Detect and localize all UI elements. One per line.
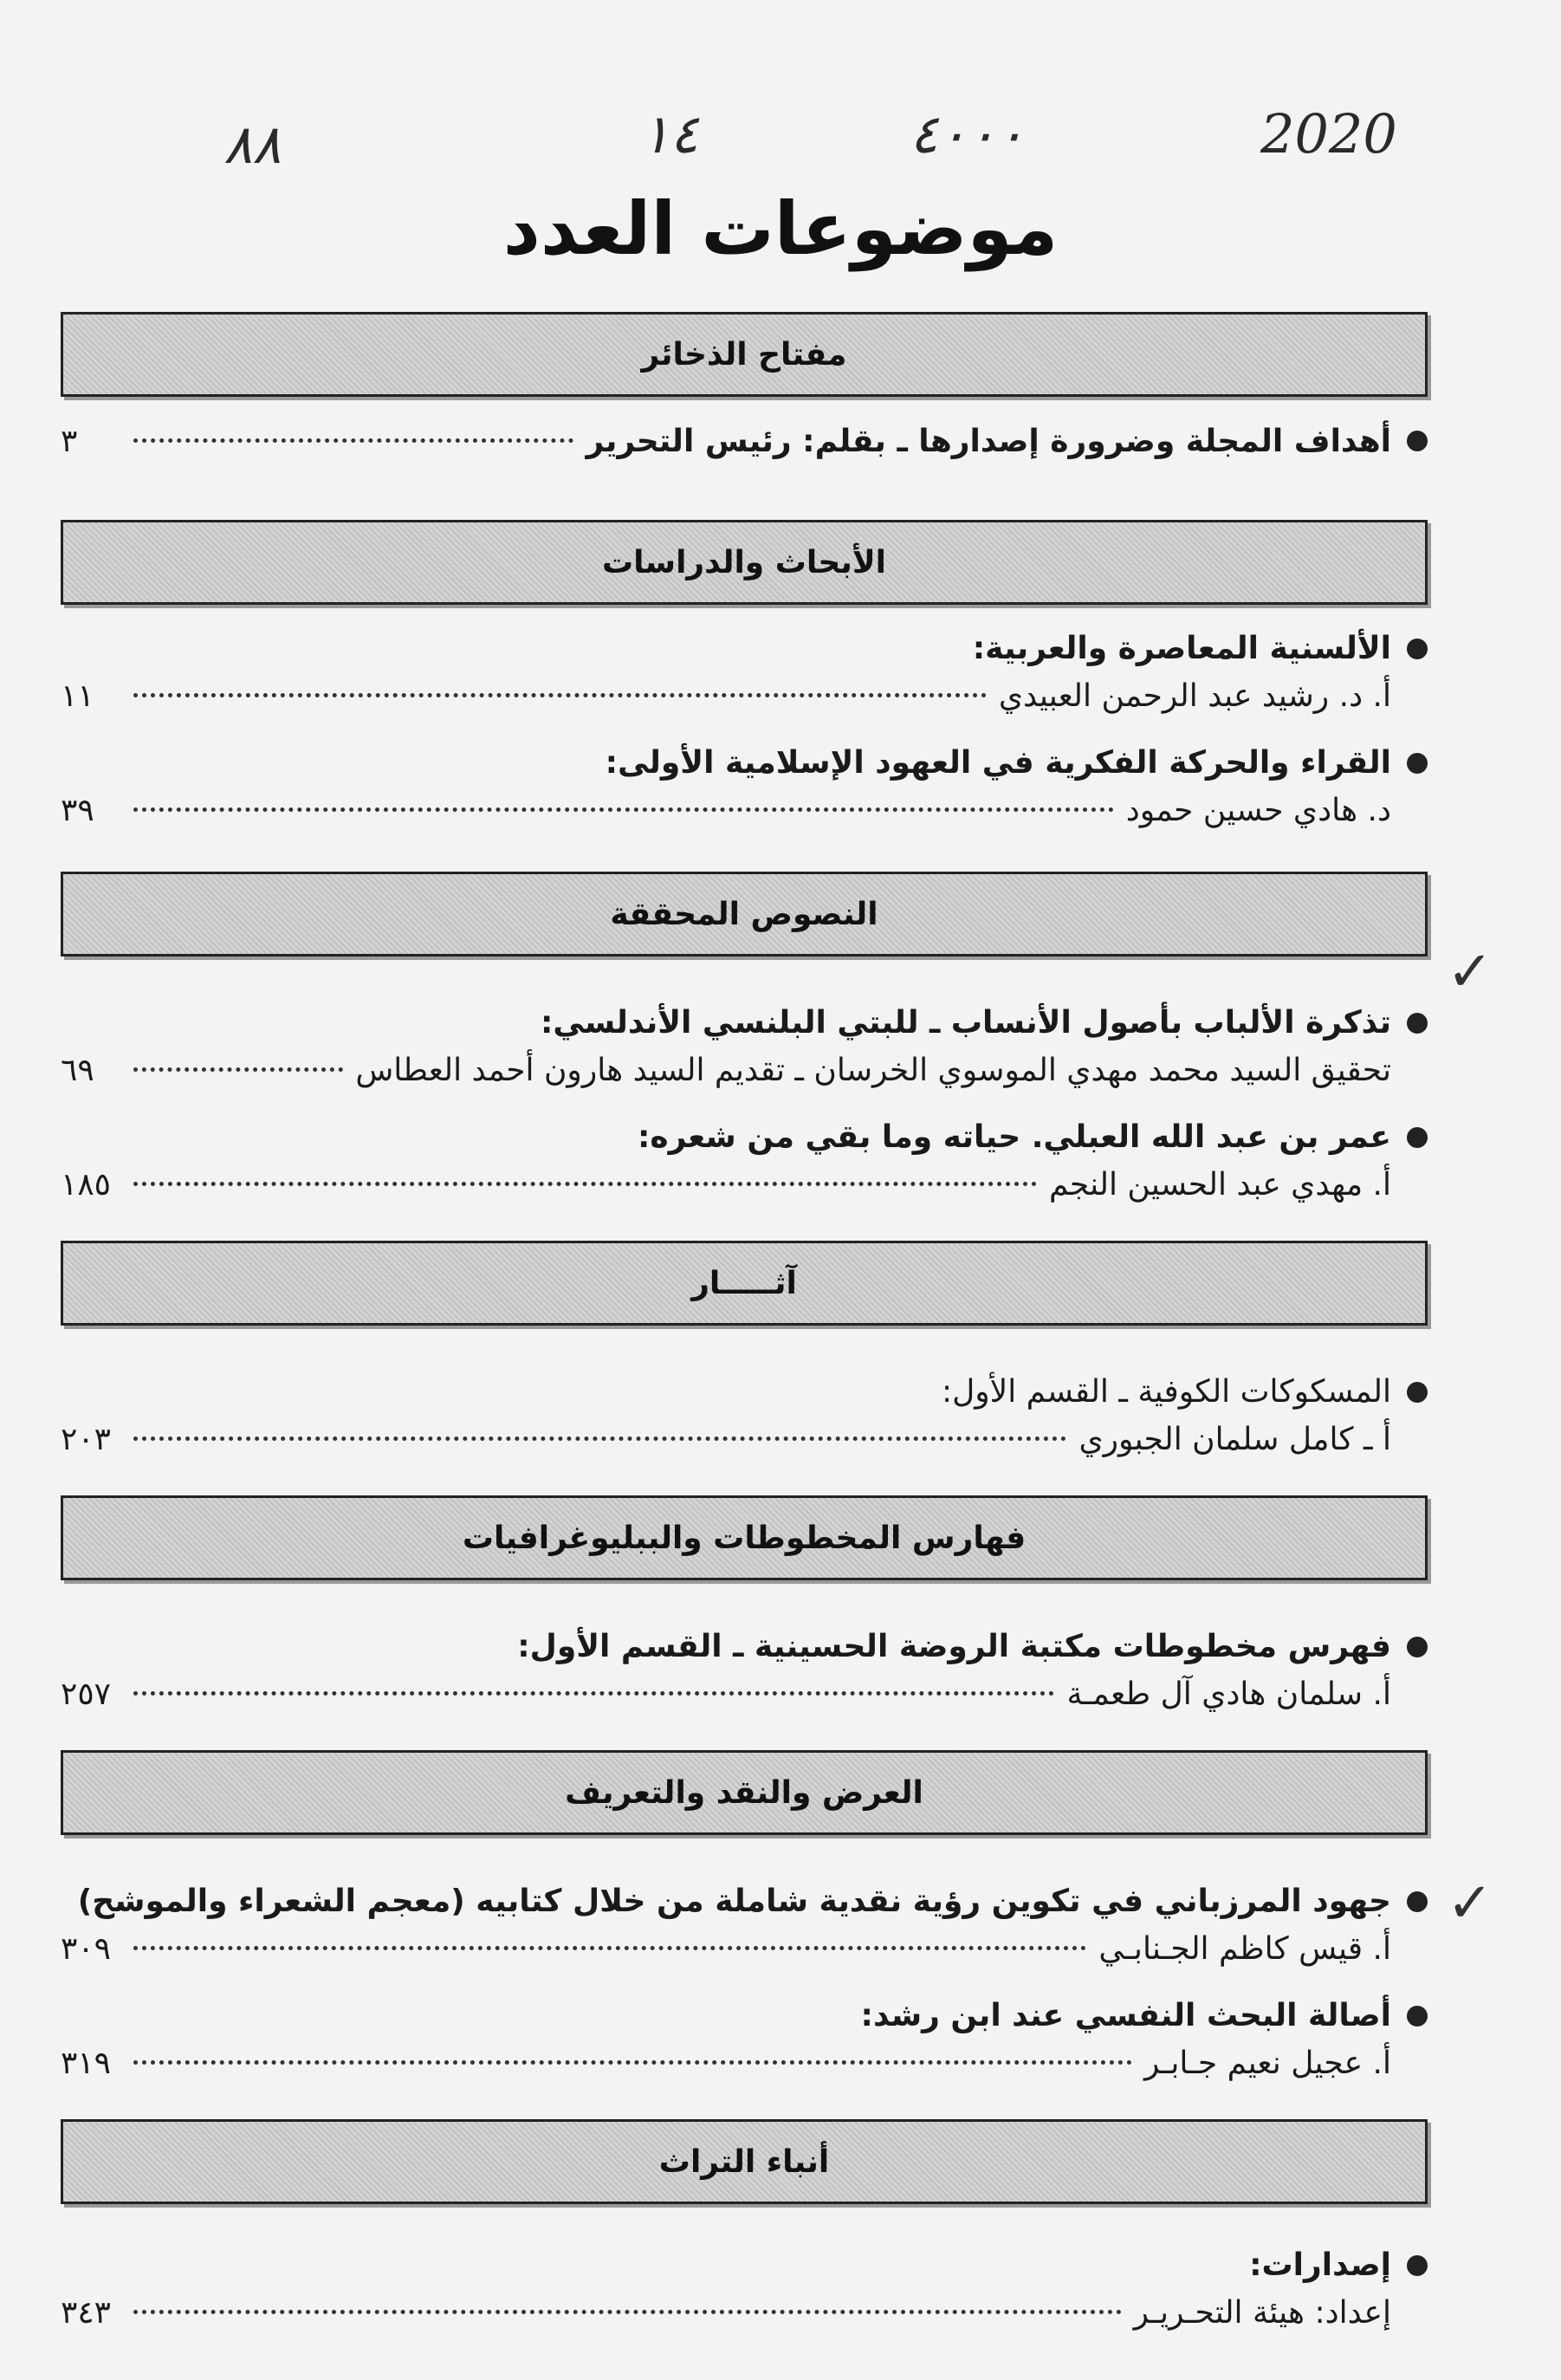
bullet-icon (1407, 1637, 1428, 1657)
page-number: ١١ (61, 678, 94, 714)
toc-entry (61, 1369, 1428, 1464)
bullet-icon (1407, 2255, 1428, 2276)
entry-title: الألسنية المعاصرة والعربية: (972, 631, 1391, 666)
toc-entry (61, 418, 1428, 466)
toc-entry (61, 1000, 1428, 1095)
section-heading: الأبحاث والدراسات (61, 520, 1428, 605)
check-mark-icon: ✓ (1447, 940, 1493, 1004)
page-number: ٣٠٩ (61, 1931, 112, 1967)
entry-author: أ. قيس كاظم الجـنابـي (1098, 1931, 1391, 1967)
entry-author: إعداد: هيئة التحـريـر (1133, 2295, 1391, 2331)
toc-entry (61, 1114, 1428, 1209)
page-number: ٣٤٣ (61, 2295, 112, 2331)
section-heading: النصوص المحققة (61, 872, 1428, 957)
leader-dots (133, 1067, 343, 1072)
toc-entry (61, 626, 1428, 721)
bullet-icon (1407, 1382, 1428, 1403)
handwritten-number: ٤٠٠٠ (910, 102, 1026, 165)
toc-entry (61, 1878, 1428, 1974)
leader-dots (133, 1691, 1054, 1696)
page-number: ٣ (61, 424, 78, 459)
section-heading: مفتاح الذخائر (61, 312, 1428, 397)
page-title: موضوعات العدد (502, 186, 1059, 271)
entry-title: جهود المرزباني في تكوين رؤية نقدية شاملة من خلال كتابيه (معجم الشعراء والموشح) (77, 1884, 1391, 1919)
handwritten-code: ٨٨ (223, 113, 282, 176)
bullet-icon (1407, 1013, 1428, 1034)
entry-author: أ. عجيل نعيم جـابـر (1143, 2046, 1391, 2081)
toc-entry (61, 2242, 1428, 2338)
handwritten-year: 2020 (1260, 102, 1397, 165)
bullet-icon (1407, 639, 1428, 659)
entry-author: أ ـ كامل سلمان الجبوري (1078, 1422, 1391, 1457)
leader-dots (133, 693, 987, 697)
leader-dots (133, 1436, 1066, 1441)
bullet-icon (1407, 1891, 1428, 1912)
leader-dots (133, 1946, 1086, 1950)
leader-dots (133, 438, 573, 443)
entry-title: فهرس مخطوطات مكتبة الروضة الحسينية ـ القسم الأول: (517, 1629, 1391, 1664)
toc-entry (61, 740, 1428, 835)
entry-author: تحقيق السيد محمد مهدي الموسوي الخرسان ـ تقديم السيد هارون أحمد العطاس (355, 1053, 1391, 1088)
entry-title: تذكرة الألباب بأصول الأنساب ـ للبتي البلنسي الأندلسي: (540, 1005, 1391, 1041)
check-mark-icon: ✓ (1447, 1871, 1493, 1936)
table-of-contents (61, 312, 1428, 2357)
section-heading: آثـــــار (61, 1241, 1428, 1326)
page-number: ٢٠٣ (61, 1422, 112, 1457)
page-number: ١٨٥ (61, 1167, 112, 1203)
bullet-icon (1407, 431, 1428, 451)
toc-entry (61, 1624, 1428, 1719)
leader-dots (133, 2310, 1122, 2314)
leader-dots (133, 2060, 1132, 2065)
entry-author: د. هادي حسين حمود (1125, 793, 1391, 828)
entry-title: عمر بن عبد الله العبلي. حياته وما بقي من شعره: (638, 1119, 1391, 1155)
entry-author: أ. سلمان هادي آل طعمـة (1066, 1676, 1391, 1712)
section-heading: العرض والنقد والتعريف (61, 1750, 1428, 1835)
entry-title: أصالة البحث النفسي عند ابن رشد: (860, 1998, 1391, 2033)
entry-title: أهداف المجلة وضرورة إصدارها ـ بقلم: رئيس التحرير (586, 424, 1391, 459)
page-number: ٦٩ (61, 1053, 94, 1088)
bullet-icon (1407, 1127, 1428, 1148)
page-number: ٣١٩ (61, 2046, 112, 2081)
section-heading: فهارس المخطوطات والببليوغرافيات (61, 1495, 1428, 1580)
leader-dots (133, 1182, 1037, 1186)
leader-dots (133, 807, 1114, 812)
handwritten-issue: ١٤ (641, 102, 699, 165)
entry-title: القراء والحركة الفكرية في العهود الإسلامية الأولى: (605, 745, 1391, 781)
toc-entry (61, 1993, 1428, 2088)
entry-author: أ. د. رشيد عبد الرحمن العبيدي (998, 678, 1391, 714)
page-number: ٣٩ (61, 793, 94, 828)
entry-title: إصدارات: (1249, 2247, 1391, 2283)
entry-author: أ. مهدي عبد الحسين النجم (1048, 1167, 1391, 1203)
page-number: ٢٥٧ (61, 1676, 112, 1712)
bullet-icon (1407, 753, 1428, 774)
bullet-icon (1407, 2006, 1428, 2027)
section-heading: أنباء التراث (61, 2119, 1428, 2204)
entry-title: المسكوكات الكوفية ـ القسم الأول: (942, 1374, 1391, 1410)
